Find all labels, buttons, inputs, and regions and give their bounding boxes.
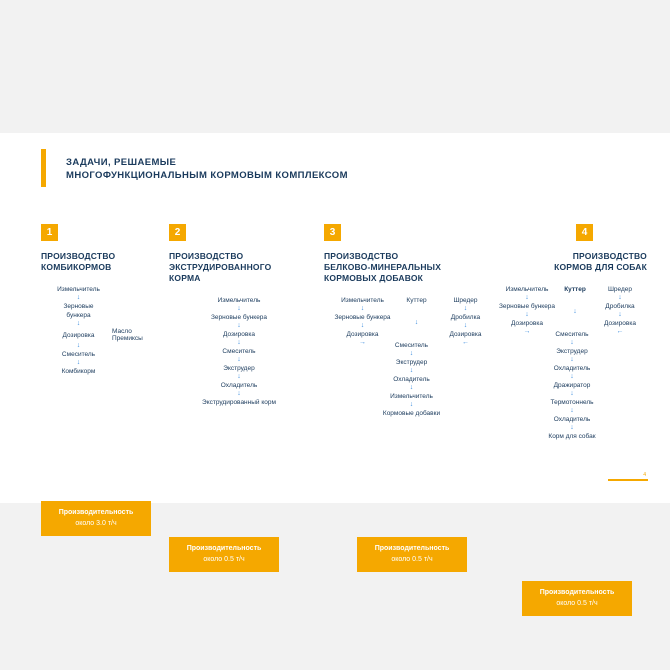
flow-node: Дозировка <box>604 320 636 327</box>
down-arrow-icon: ↓ <box>237 373 241 380</box>
productivity-label: Производительность <box>374 545 450 552</box>
flow-node: Экструдер <box>556 348 588 355</box>
down-arrow-icon: ↓ <box>573 308 577 315</box>
flow-node: Зерновые бункера <box>498 303 556 310</box>
down-arrow-icon: ↓ <box>570 339 574 346</box>
column-4-mid-branch <box>554 285 596 330</box>
flow-node: Зерновые бункера <box>210 314 268 321</box>
right-arrow-icon: → <box>523 328 531 335</box>
down-arrow-icon: ↓ <box>409 367 414 374</box>
column-3-title <box>324 251 499 284</box>
column-4 <box>497 224 647 607</box>
productivity-value: около 0.5 т/ч <box>391 555 433 563</box>
flow-node: Экструдер <box>223 365 255 372</box>
column-3-mid-branch <box>394 296 440 341</box>
flow-node: Корм для собак <box>548 433 596 440</box>
flow-node: Кормовые добавки <box>382 410 441 417</box>
flow-node: Дробилка <box>450 314 481 321</box>
down-arrow-icon: ↓ <box>409 401 414 408</box>
column-2 <box>169 224 309 563</box>
down-arrow-icon: ↓ <box>76 320 81 327</box>
column-1 <box>41 224 161 527</box>
side-node: Масло <box>112 328 132 335</box>
flow-node: Дробилка <box>605 303 635 310</box>
down-arrow-icon: ↓ <box>463 305 468 312</box>
flow-node: Измельчитель <box>57 286 100 293</box>
column-1-title <box>41 251 161 273</box>
down-arrow-icon: ↓ <box>360 305 365 312</box>
productivity-value: около 3.0 т/ч <box>75 519 117 527</box>
down-arrow-icon: ↓ <box>570 390 574 397</box>
productivity-value: около 0.5 т/ч <box>556 599 598 607</box>
down-arrow-icon: ↓ <box>409 384 414 391</box>
column-2-productivity <box>169 537 279 572</box>
flow-node: Охладитель <box>393 376 430 383</box>
column-3-badge: 3 <box>324 224 341 241</box>
column-2-title-line-2: ЭКСТРУДИРОВАННОГО <box>169 262 272 272</box>
column-3-left-branch <box>332 296 394 347</box>
flow-node: Куттер <box>406 297 427 304</box>
flow-node: Зерновые бункера <box>334 314 391 321</box>
title-accent-bar <box>41 149 46 187</box>
flow-node: бункера <box>66 312 91 319</box>
down-arrow-icon: ↓ <box>570 373 574 380</box>
column-2-title-line-3: КОРМА <box>169 273 201 283</box>
column-3-right-branch <box>440 296 492 347</box>
flow-node: Охладитель <box>553 365 591 372</box>
down-arrow-icon: ↓ <box>237 322 241 329</box>
column-4-left-branch <box>500 285 554 336</box>
flow-node: Измельчитель <box>390 393 433 400</box>
slide-number: 4 <box>643 472 646 478</box>
down-arrow-icon: ↓ <box>409 350 414 357</box>
flow-node: Смеситель <box>222 348 256 355</box>
title-text-block <box>66 148 348 182</box>
flow-node: Дражиратор <box>553 382 591 389</box>
column-1-badge: 1 <box>41 224 58 241</box>
column-2-title <box>169 251 309 284</box>
flow-node: Термотоннель <box>550 399 594 406</box>
flow-node: Измельчитель <box>217 297 261 304</box>
down-arrow-icon: ↓ <box>525 311 529 318</box>
down-arrow-icon: ↓ <box>570 424 574 431</box>
down-arrow-icon: ↓ <box>237 339 241 346</box>
column-2-flow <box>169 296 309 407</box>
productivity-value: около 0.5 т/ч <box>203 555 245 563</box>
column-3-title-line-2: БЕЛКОВО-МИНЕРАЛЬНЫХ <box>324 262 442 272</box>
column-2-badge: 2 <box>169 224 186 241</box>
flow-node: Измельчитель <box>505 286 549 293</box>
column-3 <box>324 224 499 563</box>
productivity-label: Производительность <box>58 509 134 516</box>
flow-node: Дозировка <box>346 331 379 338</box>
column-4-title-line-1: ПРОИЗВОДСТВО <box>572 251 647 261</box>
title-line-2: МНОГОФУНКЦИОНАЛЬНЫМ КОРМОВЫМ КОМПЛЕКСОМ <box>66 170 348 181</box>
column-3-title-line-3: КОРМОВЫХ ДОБАВОК <box>324 273 424 283</box>
slide-title <box>41 148 348 187</box>
down-arrow-icon: ↓ <box>570 356 574 363</box>
flow-node: Комбикорм <box>61 368 96 375</box>
flow-node: Шредер <box>607 286 633 293</box>
left-arrow-icon: ← <box>616 328 624 335</box>
down-arrow-icon: ↓ <box>414 319 419 326</box>
column-4-main-flow <box>497 330 647 441</box>
column-1-title-line-2: КОМБИКОРМОВ <box>41 262 112 272</box>
flow-node: Измельчитель <box>341 297 384 304</box>
column-4-title-line-2: КОРМОВ ДЛЯ СОБАК <box>554 262 647 272</box>
column-4-badge: 4 <box>576 224 593 241</box>
down-arrow-icon: ↓ <box>618 311 622 318</box>
column-4-productivity <box>522 581 632 616</box>
column-3-productivity <box>357 537 467 572</box>
flow-node: Охладитель <box>220 382 258 389</box>
flow-node: Шредер <box>453 297 478 304</box>
down-arrow-icon: ↓ <box>237 356 241 363</box>
flow-node: Дозировка <box>62 331 95 339</box>
flow-node: Экструдер <box>395 359 428 366</box>
down-arrow-icon: ↓ <box>76 294 81 301</box>
slide-canvas <box>0 133 670 607</box>
flow-node: Куттер <box>564 286 586 293</box>
column-4-top-row <box>497 285 647 336</box>
column-1-flow <box>41 285 161 376</box>
column-4-flow <box>497 285 647 441</box>
column-3-top-row <box>324 296 499 347</box>
title-line-1: ЗАДАЧИ, РЕШАЕМЫЕ <box>66 157 177 168</box>
flow-node: Смеситель <box>555 331 589 338</box>
flow-node: Охладитель <box>553 416 591 423</box>
flow-node: Дозировка <box>223 331 255 338</box>
productivity-label: Производительность <box>186 545 262 552</box>
down-arrow-icon: ↓ <box>618 294 622 301</box>
flow-node: Экструдированный корм <box>202 399 276 406</box>
down-arrow-icon: ↓ <box>76 342 81 349</box>
flow-node: Смеситель <box>394 342 429 349</box>
down-arrow-icon: ↓ <box>237 390 241 397</box>
column-4-right-branch <box>596 285 644 336</box>
column-1-title-line-1: ПРОИЗВОДСТВО <box>41 251 116 261</box>
down-arrow-icon: ↓ <box>463 322 468 329</box>
column-3-main-flow <box>324 341 499 418</box>
flow-node: Смеситель <box>61 351 96 358</box>
left-arrow-icon: ← <box>462 339 469 346</box>
column-3-flow <box>324 296 499 418</box>
down-arrow-icon: ↓ <box>570 407 574 414</box>
down-arrow-icon: ↓ <box>76 359 81 366</box>
down-arrow-icon: ↓ <box>360 322 365 329</box>
down-arrow-icon: ↓ <box>525 294 529 301</box>
right-arrow-icon: → <box>359 339 366 346</box>
side-node: Премиксы <box>112 335 143 342</box>
column-3-title-line-1: ПРОИЗВОДСТВО <box>324 251 399 261</box>
flow-node: Дозировка <box>449 331 482 338</box>
column-4-title <box>497 251 647 273</box>
down-arrow-icon: ↓ <box>237 305 241 312</box>
productivity-label: Производительность <box>539 589 615 596</box>
flow-node: Зерновые <box>63 303 94 310</box>
column-2-title-line-1: ПРОИЗВОДСТВО <box>169 251 244 261</box>
flow-node: Дозировка <box>511 320 543 327</box>
corner-accent-line <box>608 479 648 481</box>
column-1-productivity <box>41 501 151 536</box>
